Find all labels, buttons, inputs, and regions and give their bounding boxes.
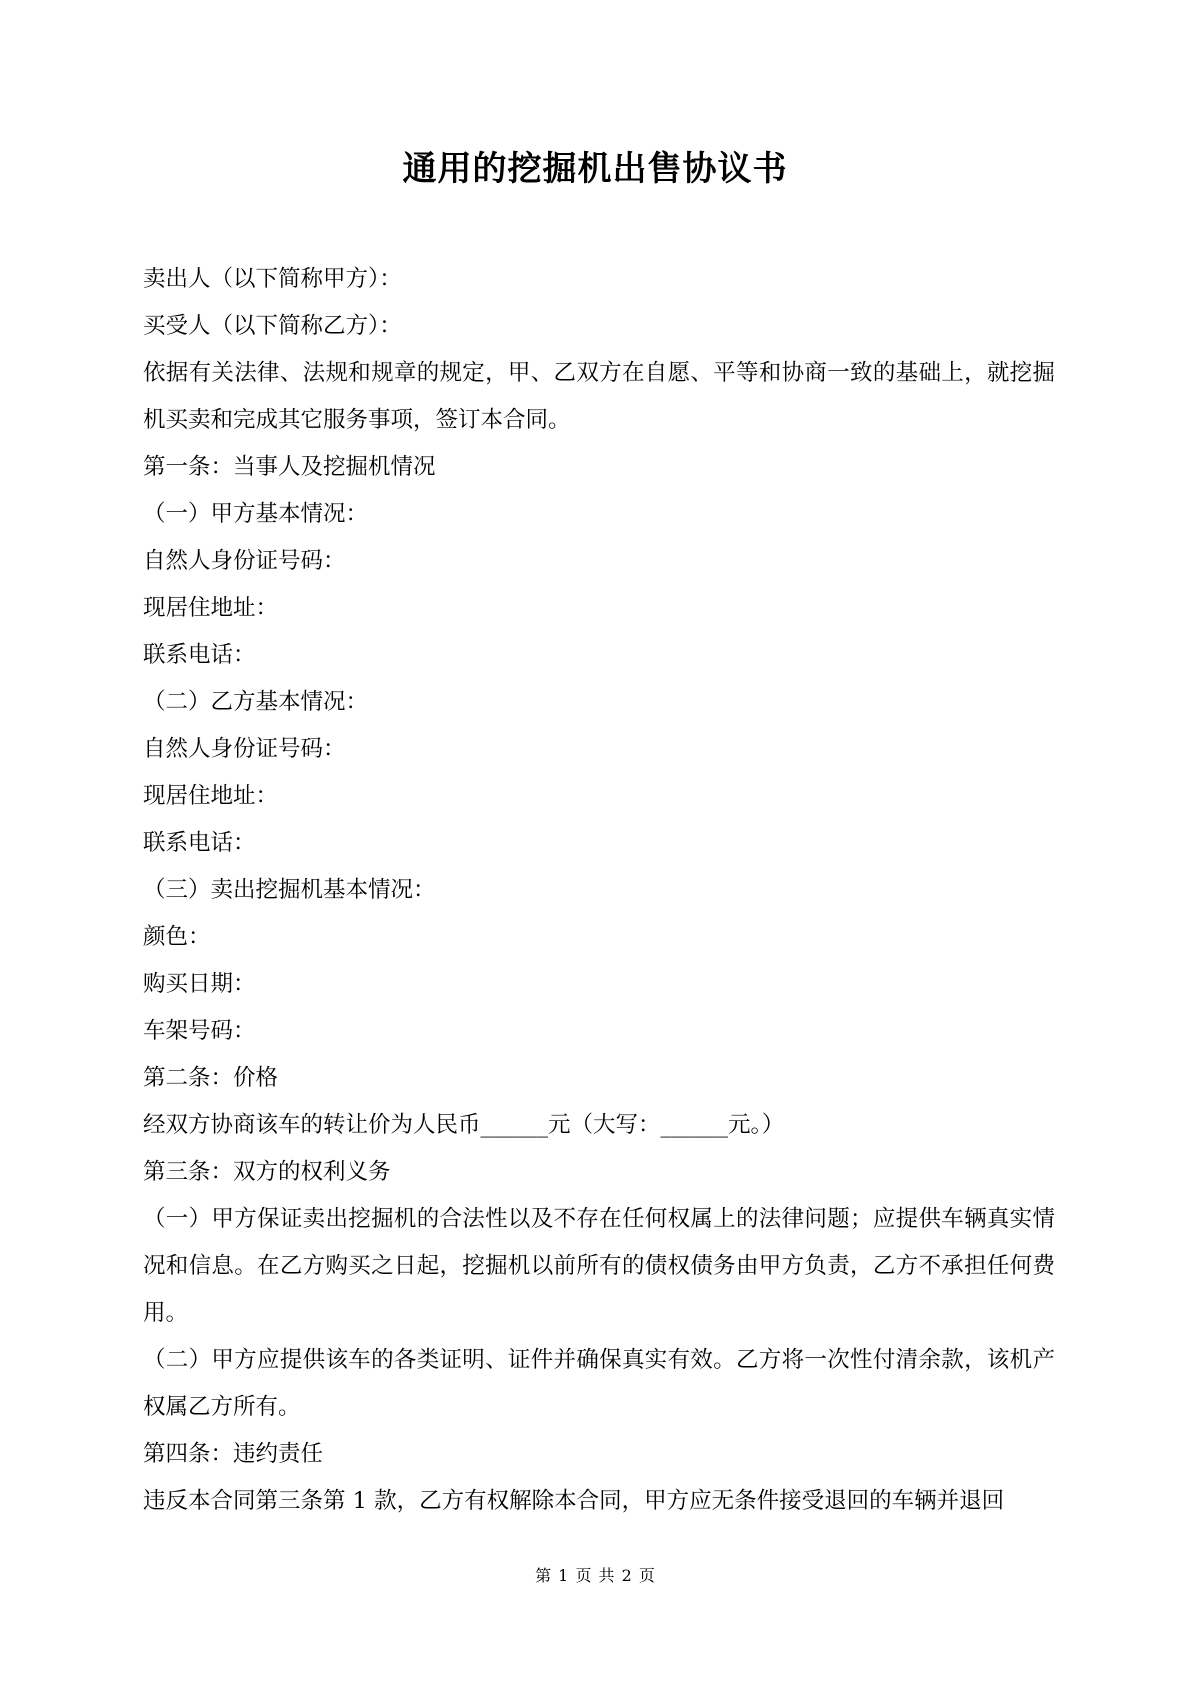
page-footer: 第 1 页 共 2 页: [535, 1566, 655, 1585]
party-b-heading: （二）乙方基本情况：: [143, 689, 369, 715]
party-a-address-line: 现居住地址：: [143, 595, 279, 621]
party-a-phone-line: 联系电话：: [143, 642, 256, 668]
article-4-heading: 第四条：违约责任: [143, 1441, 324, 1467]
article-3-heading: 第三条：双方的权利义务: [143, 1159, 391, 1185]
excavator-info-heading: （三）卖出挖掘机基本情况：: [143, 877, 436, 903]
frame-number-line: 车架号码：: [143, 1018, 256, 1044]
purchase-date-line: 购买日期：: [143, 971, 256, 997]
party-a-id-line: 自然人身份证号码：: [143, 548, 346, 574]
liability-paragraph: 违反本合同第三条第 1 款，乙方有权解除本合同，甲方应无条件接受退回的车辆并退回: [143, 1488, 1005, 1514]
party-b-id-line: 自然人身份证号码：: [143, 736, 346, 762]
obligation-2-paragraph: （二）甲方应提供该车的各类证明、证件并确保真实有效。乙方将一次性付清余款，该机产权属乙方所有。: [143, 1347, 1055, 1420]
party-b-address-line: 现居住地址：: [143, 783, 279, 809]
document-title: 通用的挖掘机出售协议书: [402, 149, 788, 189]
document-body: [143, 256, 1055, 1525]
color-line: 颜色：: [143, 924, 211, 950]
party-b-phone-line: 联系电话：: [143, 830, 256, 856]
article-2-heading: 第二条：价格: [143, 1065, 279, 1091]
obligation-1-paragraph: （一）甲方保证卖出挖掘机的合法性以及不存在任何权属上的法律问题；应提供车辆真实情况和信息。在乙方购买之日起，挖掘机以前所有的债权债务由甲方负责，乙方不承担任何费用。: [143, 1206, 1055, 1326]
seller-line: 卖出人（以下简称甲方）：: [143, 266, 402, 292]
party-a-heading: （一）甲方基本情况：: [143, 501, 369, 527]
article-1-heading: 第一条：当事人及挖掘机情况: [143, 454, 436, 480]
price-paragraph: 经双方协商该车的转让价为人民币______元（大写：______元。）: [143, 1112, 785, 1138]
buyer-line: 买受人（以下简称乙方）：: [143, 313, 402, 339]
preamble-paragraph: 依据有关法律、法规和规章的规定，甲、乙双方在自愿、平等和协商一致的基础上，就挖掘机买卖和完成其它服务事项，签订本合同。: [143, 360, 1055, 433]
